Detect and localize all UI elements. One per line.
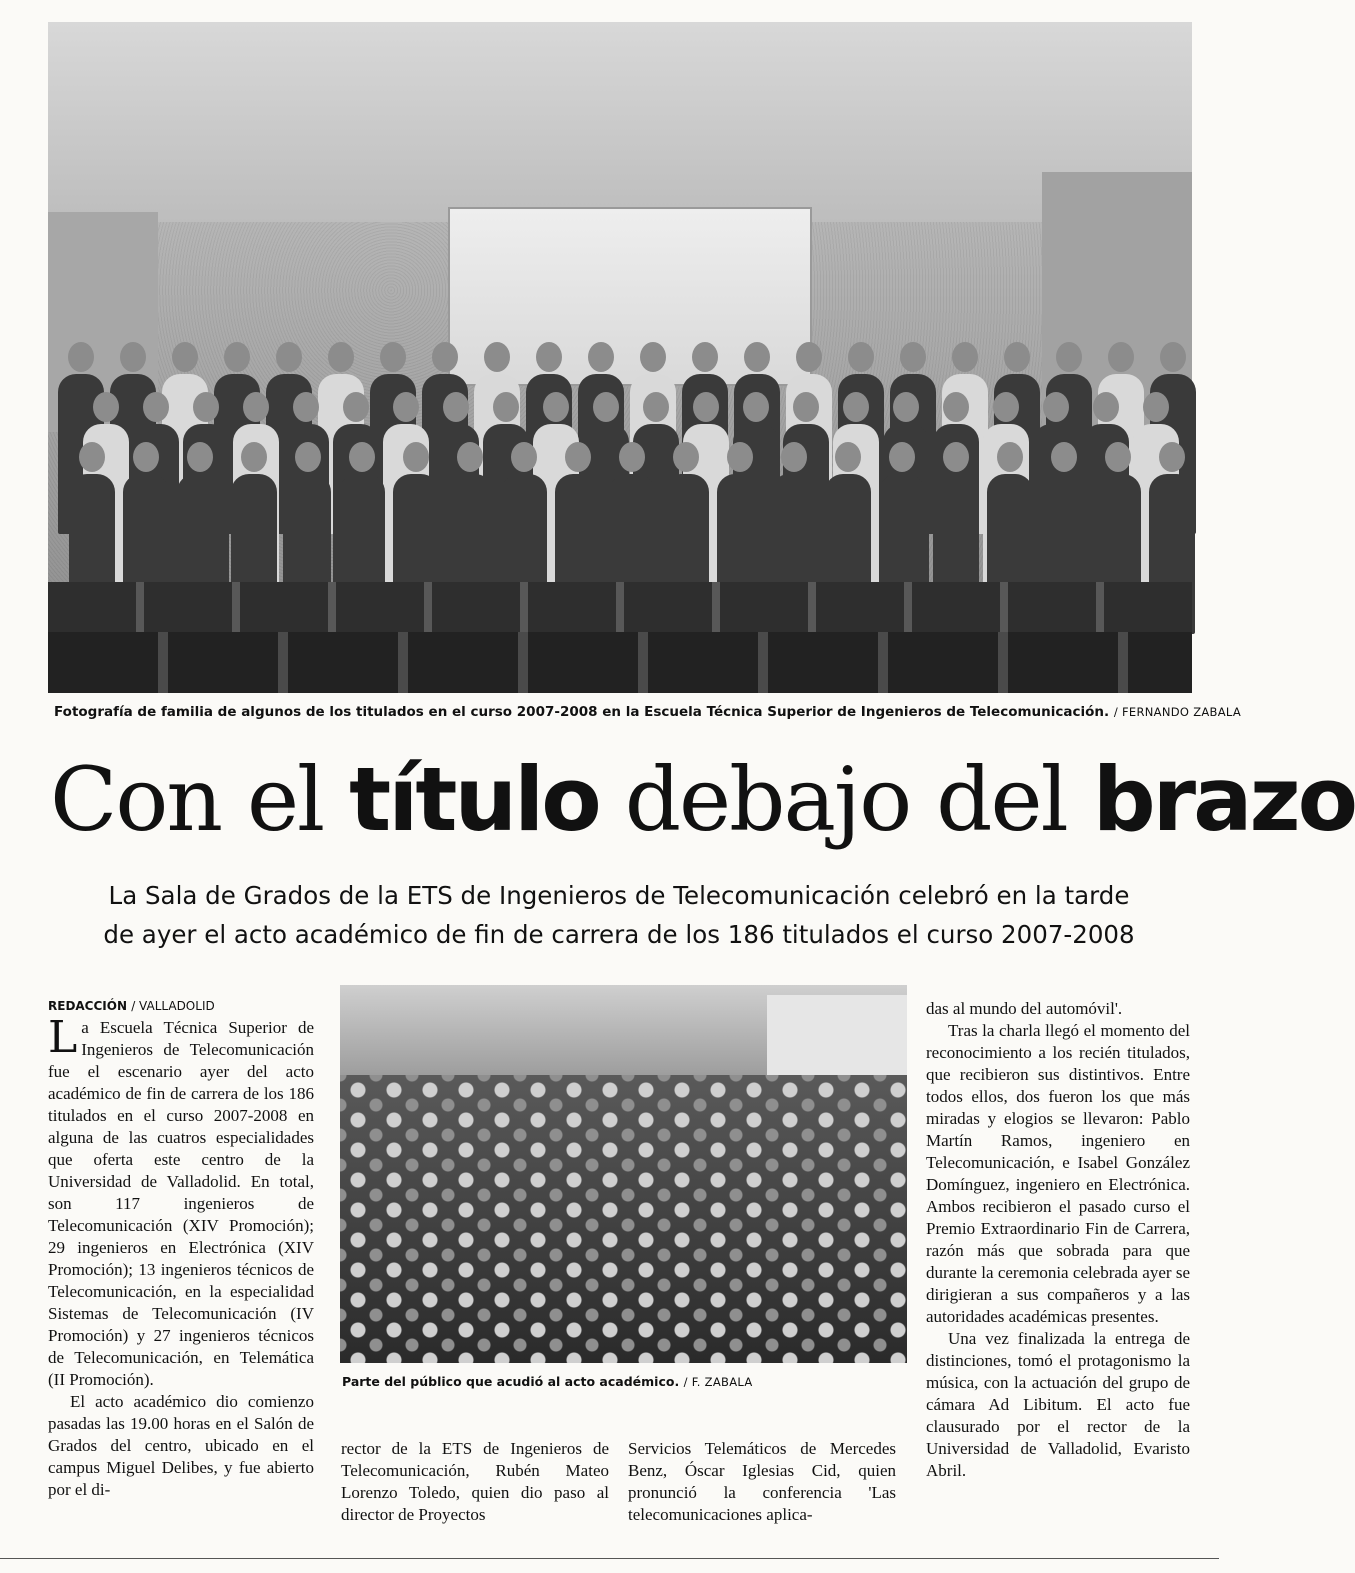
photo-ceiling xyxy=(48,22,1192,222)
article-paragraph-2-cont2: Servicios Telemáticos de Mercedes Benz, Óscar Iglesias Cid, quien pronunció la conferencia 'Las telecomunicaciones aplica- xyxy=(628,1439,896,1524)
subheadline-line2: de ayer el acto académico de fin de carrera de los 186 titulados el curso 2007-2008 xyxy=(103,920,1135,949)
paragraph-1-text: a Escuela Técnica Superior de Ingenieros de Telecomunicación fue el escenario ayer del acto académico de fin de carrera de los 186 titulados en el curso 2007-2008 en alguna de las cuatros especialidades que oferta este centro de la Universidad de Valladolid. En total, son 117 ingenieros de Telecomunicación (XIV Promoción); 29 ingenieros en Electrónica (XIV Promoción); 13 ingenieros técnicos de Telecomunicación, en la especialidad Sistemas de Telecomunicación (IV Promoción) y 27 ingenieros técnicos de Telecomunicación, en Telemática (II Promoción). xyxy=(48,1018,314,1389)
auditorium-seats-front xyxy=(48,632,1192,693)
article-paragraph-2-cont: rector de la ETS de Ingenieros de Telecomunicación, Rubén Mateo Lorenzo Toledo, quien dio paso al director de Proyectos xyxy=(341,1439,609,1524)
headline-part2: debajo del xyxy=(598,748,1093,851)
article-paragraph-1 xyxy=(48,1012,314,1391)
article-column-4 xyxy=(926,998,1190,1482)
headline xyxy=(50,745,1355,855)
graduates-crowd xyxy=(48,322,1192,592)
byline-city: / VALLADOLID xyxy=(131,999,215,1013)
subheadline-line1: La Sala de Grados de la ETS de Ingenieros de Telecomunicación celebró en la tarde xyxy=(108,881,1130,910)
byline-author: REDACCIÓN xyxy=(48,999,128,1013)
audience-crowd xyxy=(340,1075,907,1363)
byline xyxy=(48,995,314,1017)
photo-credit: / FERNANDO ZABALA xyxy=(1113,705,1242,719)
bottom-rule xyxy=(0,1558,1219,1559)
headline-bold1: título xyxy=(349,748,599,851)
audience-caption xyxy=(342,1374,902,1389)
article-paragraph-2-end: das al mundo del automóvil'. xyxy=(926,999,1123,1018)
subheadline xyxy=(54,876,1184,954)
headline-bold2: brazo xyxy=(1092,748,1355,851)
article-paragraph-3: Tras la charla llegó el momento del reconocimiento a los recién titulados, que recibieron sus distintivos. Entre todos ellos, dos fueron los que más miradas y elogios se llevaron: Pablo Martín Ramos, ingeniero en Telecomunicación, e Isabel González Domínguez, ingeniero en Electrónica. Ambos recibieron el pasado curso el Premio Extraordinario Fin de Carrera, razón más que sobrada para que durante la ceremonia celebrada ayer se dirigieran a sus compañeros y a las autoridades académicas presentes. xyxy=(926,1021,1190,1326)
audience-caption-credit: / F. ZABALA xyxy=(683,1375,753,1389)
headline-part1: Con el xyxy=(50,748,350,851)
article-paragraph-2-start: El acto académico dio comienzo pasadas las 19.00 horas en el Salón de Grados del centro, ubicado en el campus Miguel Delibes, y fue abierto por el di- xyxy=(48,1392,314,1499)
article-paragraph-4: Una vez finalizada la entrega de distinciones, tomó el protagonismo la música, con la actuación del grupo de cámara Ad Libitum. El acto fue clausurado por el rector de la Universidad de Valladolid, Evaristo Abril. xyxy=(926,1329,1190,1480)
drop-cap: L xyxy=(48,1012,78,1063)
audience-photo xyxy=(340,985,907,1363)
photo-caption-text: Fotografía de familia de algunos de los titulados en el curso 2007-2008 en la Escuela Técnica Superior de Ingenieros de Telecomunicación. xyxy=(54,704,1110,720)
photo-caption xyxy=(54,704,1242,720)
audience-caption-text: Parte del público que acudió al acto académico. xyxy=(342,1374,680,1389)
article-column-1 xyxy=(48,995,314,1501)
article-column-2 xyxy=(341,1438,609,1526)
article-column-3 xyxy=(628,1438,896,1526)
group-photo xyxy=(48,22,1192,693)
